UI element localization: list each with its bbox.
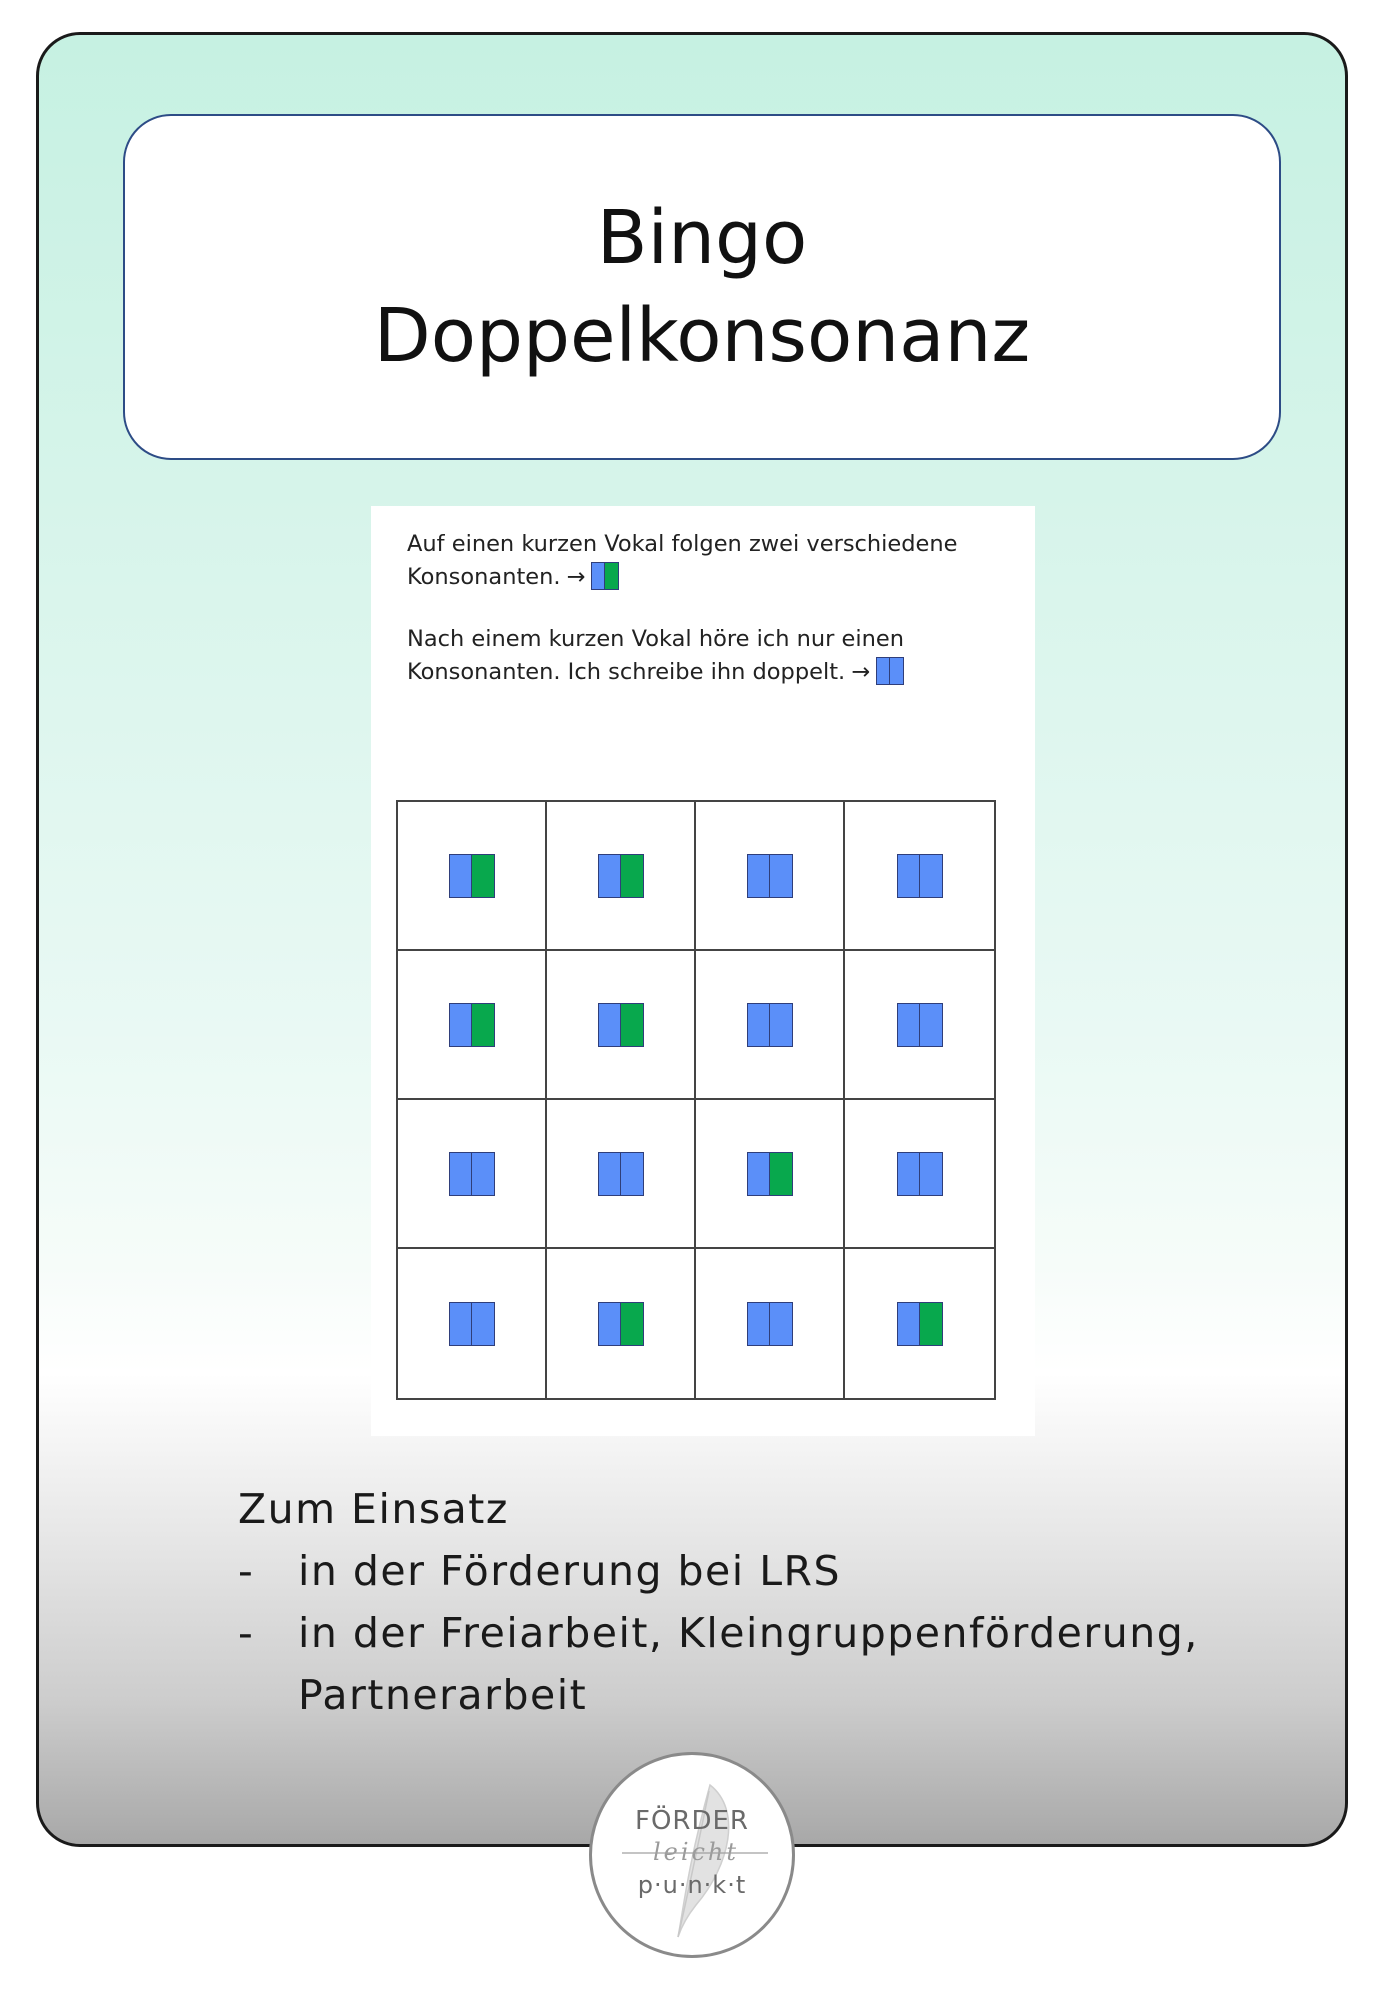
title-box [123,114,1281,460]
bingo-cell-r4-c4 [845,1249,994,1398]
title-line-1: Bingo [596,195,808,281]
blue-green-symbol-icon [591,562,619,590]
blue-blue-symbol-icon [449,1152,495,1196]
bingo-cell-r1-c2 [547,802,696,951]
usage-section [238,1478,1199,1726]
rule1-text-line2-row [407,561,1017,594]
blue-blue-symbol-icon [598,1152,644,1196]
rule2-text-line1: Nach einem kurzen Vokal höre ich nur einen [407,626,905,652]
bingo-cell-r2-c4 [845,951,994,1100]
blue-blue-symbol-icon [897,1152,943,1196]
usage-item-1 [238,1540,1199,1602]
rule2-text-line2-row [407,656,1017,689]
blue-green-symbol-icon [598,1302,644,1346]
bingo-cell-r3-c4 [845,1100,994,1249]
bingo-cell-r1-c1 [398,802,547,951]
blue-blue-symbol-icon [876,657,904,685]
usage-heading: Zum Einsatz [238,1485,509,1533]
blue-blue-symbol-icon [747,854,793,898]
rule2-text-line2: Konsonanten. Ich schreibe ihn doppelt. [407,659,846,685]
bingo-cell-r4-c3 [696,1249,845,1398]
bingo-cell-r2-c2 [547,951,696,1100]
blue-blue-symbol-icon [747,1302,793,1346]
bingo-cell-r2-c1 [398,951,547,1100]
rule1-text-line2: Konsonanten. [407,564,561,590]
bingo-cell-r4-c2 [547,1249,696,1398]
bingo-cell-r3-c2 [547,1100,696,1249]
blue-green-symbol-icon [747,1152,793,1196]
bingo-cell-r1-c4 [845,802,994,951]
bingo-cell-r4-c1 [398,1249,547,1398]
arrow-icon: → [851,659,871,685]
bingo-cell-r3-c1 [398,1100,547,1249]
foerder-leicht-punkt-logo [589,1752,795,1958]
blue-green-symbol-icon [449,1003,495,1047]
worksheet-preview [371,506,1035,1436]
bullet-dash: - [238,1547,255,1595]
svg-text:p·u·n·k·t: p·u·n·k·t [637,1871,747,1899]
usage-item-1-text: in der Förderung bei LRS [298,1547,842,1595]
svg-text:FÖRDER: FÖRDER [635,1806,749,1836]
blue-green-symbol-icon [598,854,644,898]
blue-blue-symbol-icon [449,1302,495,1346]
bingo-cell-r2-c3 [696,951,845,1100]
arrow-icon: → [566,564,586,590]
title-line-2: Doppelkonsonanz [373,293,1031,379]
svg-text:leicht: leicht [652,1838,740,1866]
rule1-text-line1: Auf einen kurzen Vokal folgen zwei verschiedene [407,531,958,557]
blue-blue-symbol-icon [897,1003,943,1047]
blue-blue-symbol-icon [747,1003,793,1047]
blue-blue-symbol-icon [897,854,943,898]
feather-icon [592,1755,792,1955]
bingo-cell-r1-c3 [696,802,845,951]
blue-green-symbol-icon [598,1003,644,1047]
usage-item-2-text: in der Freiarbeit, Kleingruppenförderung, [298,1609,1199,1657]
bingo-cell-r3-c3 [696,1100,845,1249]
bingo-grid [396,800,996,1400]
rule-different-consonants [407,528,1017,594]
blue-green-symbol-icon [897,1302,943,1346]
blue-green-symbol-icon [449,854,495,898]
usage-item-2-continued: Partnerarbeit [298,1671,588,1719]
bullet-dash: - [238,1609,255,1657]
usage-item-2 [238,1602,1199,1664]
rule-double-consonant [407,623,1017,689]
